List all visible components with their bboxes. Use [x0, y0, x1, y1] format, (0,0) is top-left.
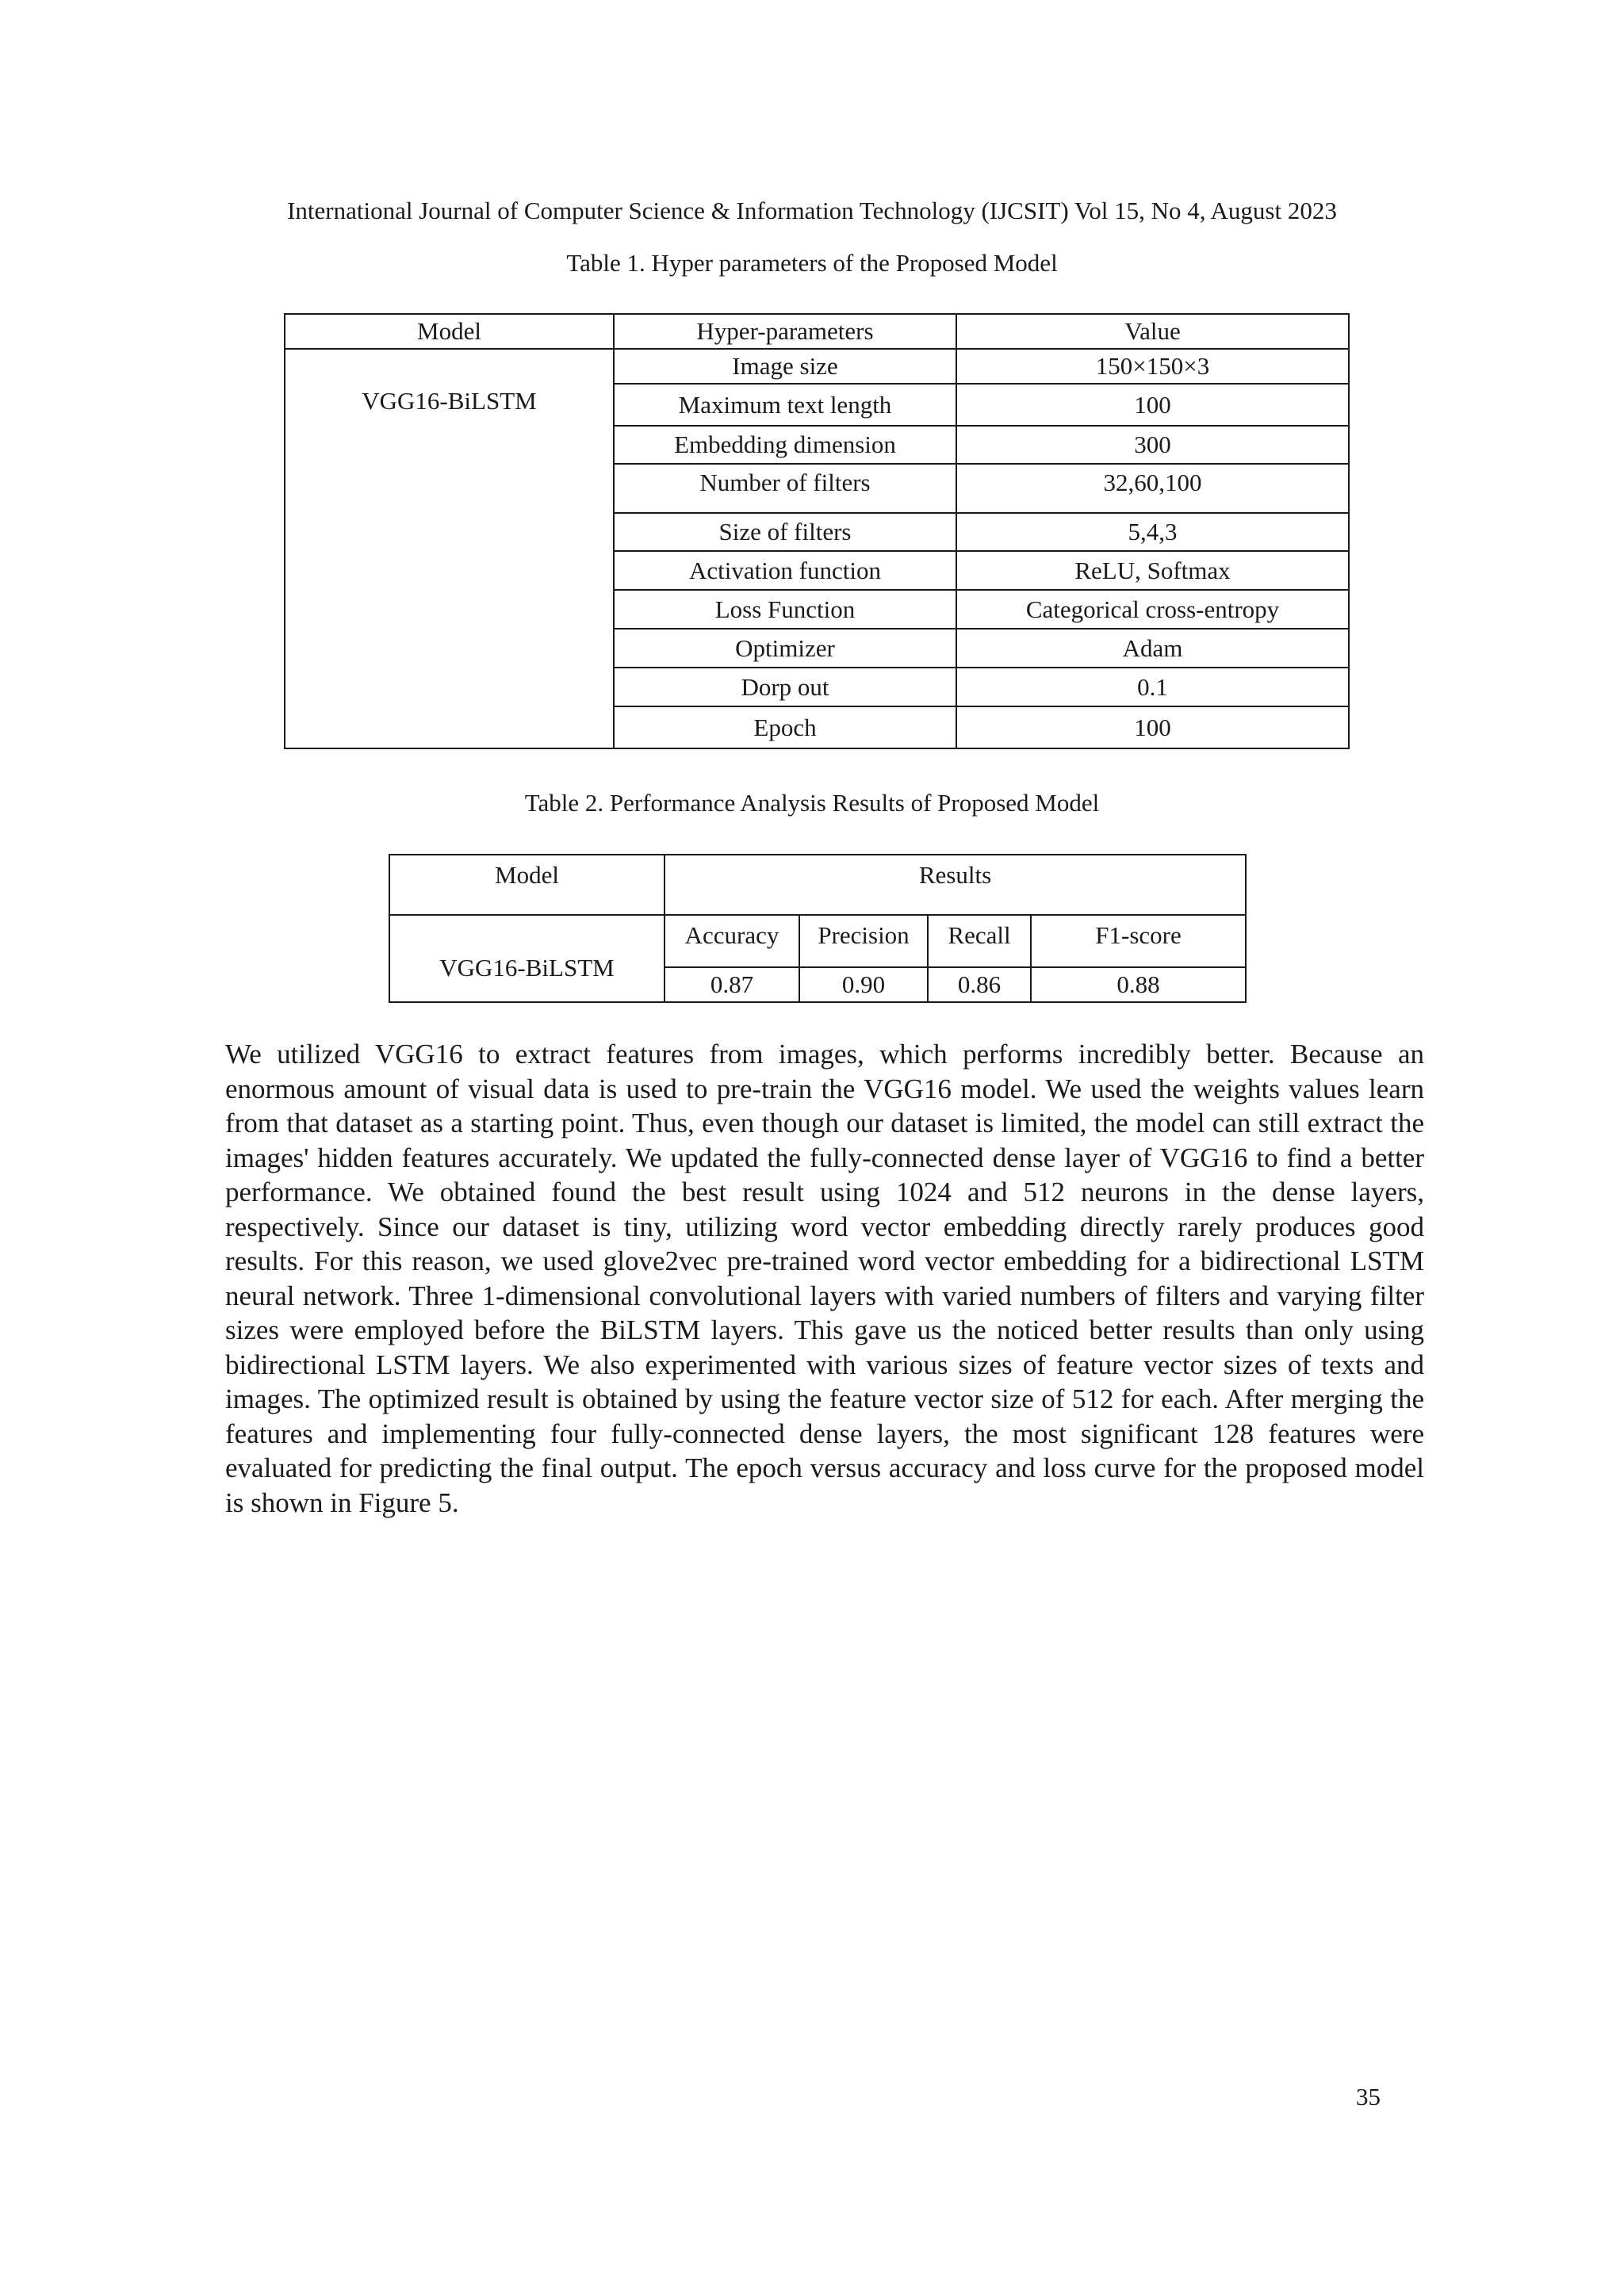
metric-name: Accuracy	[665, 915, 799, 967]
table1-param: Epoch	[614, 706, 956, 748]
table1-value: 300	[956, 426, 1349, 464]
table1-value: Adam	[956, 629, 1349, 668]
metric-name: Recall	[928, 915, 1031, 967]
table1-caption: Table 1. Hyper parameters of the Proposed Model	[566, 249, 1058, 277]
table1-header-value: Value	[956, 314, 1349, 349]
running-header: International Journal of Computer Science & Information Technology (IJCSIT) Vol 15, No 4, August 2023	[287, 197, 1337, 224]
table1-value: ReLU, Softmax	[956, 551, 1349, 590]
table1-header-model: Model	[285, 314, 614, 349]
table1-value: 100	[956, 706, 1349, 748]
table1-param: Number of filters	[614, 464, 956, 513]
table2-metric-names-row	[389, 915, 1246, 967]
table-row	[285, 349, 1349, 384]
metric-value: 0.87	[665, 967, 799, 1002]
page-number: 35	[1356, 2083, 1381, 2110]
table2-header-results: Results	[665, 855, 1246, 915]
table2-model-name: VGG16-BiLSTM	[389, 915, 665, 1002]
table1-param: Embedding dimension	[614, 426, 956, 464]
table1-value: 150×150×3	[956, 349, 1349, 384]
table1-header-row	[285, 314, 1349, 349]
table1-value: 5,4,3	[956, 513, 1349, 551]
table1-value: Categorical cross-entropy	[956, 590, 1349, 629]
table1-param: Loss Function	[614, 590, 956, 629]
table1-model-name: VGG16-BiLSTM	[285, 349, 614, 748]
performance-table	[389, 854, 1247, 1003]
table1-header-hyperparameters: Hyper-parameters	[614, 314, 956, 349]
metric-value: 0.90	[799, 967, 928, 1002]
table2-caption: Table 2. Performance Analysis Results of Proposed Model	[524, 789, 1100, 817]
table1-value: 100	[956, 384, 1349, 426]
table1-param: Optimizer	[614, 629, 956, 668]
metric-value: 0.86	[928, 967, 1031, 1002]
table1-param: Image size	[614, 349, 956, 384]
table1-param: Size of filters	[614, 513, 956, 551]
table1-param: Activation function	[614, 551, 956, 590]
metric-name: Precision	[799, 915, 928, 967]
metric-value: 0.88	[1031, 967, 1246, 1002]
body-paragraph: We utilized VGG16 to extract features from images, which performs incredibly better. Because an enormous amount of visual data is used to pre-train the VGG16 model. We used the weights values learn from that dataset as a starting point. Thus, even though our dataset is limited, the model can still extract the images' hidden features accurately. We updated the fully-connected dense layer of VGG16 to find a better performance. We obtained found the best result using 1024 and 512 neurons in the dense layers, respectively. Since our dataset is tiny, utilizing word vector embedding directly rarely produces good results. For this reason, we used glove2vec pre-trained word vector embedding for a bidirectional LSTM neural network. Three 1-dimensional convolutional layers with varied numbers of filters and varying filter sizes were employed before the BiLSTM layers. This gave us the noticed better results than only using bidirectional LSTM layers. We also experimented with various sizes of feature vector sizes of texts and images. The optimized result is obtained by using the feature vector size of 512 for each. After merging the features and implementing four fully-connected dense layers, the most significant 128 features were evaluated for predicting the final output. The epoch versus accuracy and loss curve for the proposed model is shown in Figure 5.	[225, 1039, 1424, 1518]
hyperparameters-table	[284, 313, 1350, 749]
table2-header-model: Model	[389, 855, 665, 915]
table1-param: Dorp out	[614, 668, 956, 706]
table1-param: Maximum text length	[614, 384, 956, 426]
table1-value: 32,60,100	[956, 464, 1349, 513]
metric-name: F1-score	[1031, 915, 1246, 967]
table2-header-row	[389, 855, 1246, 915]
table1-value: 0.1	[956, 668, 1349, 706]
